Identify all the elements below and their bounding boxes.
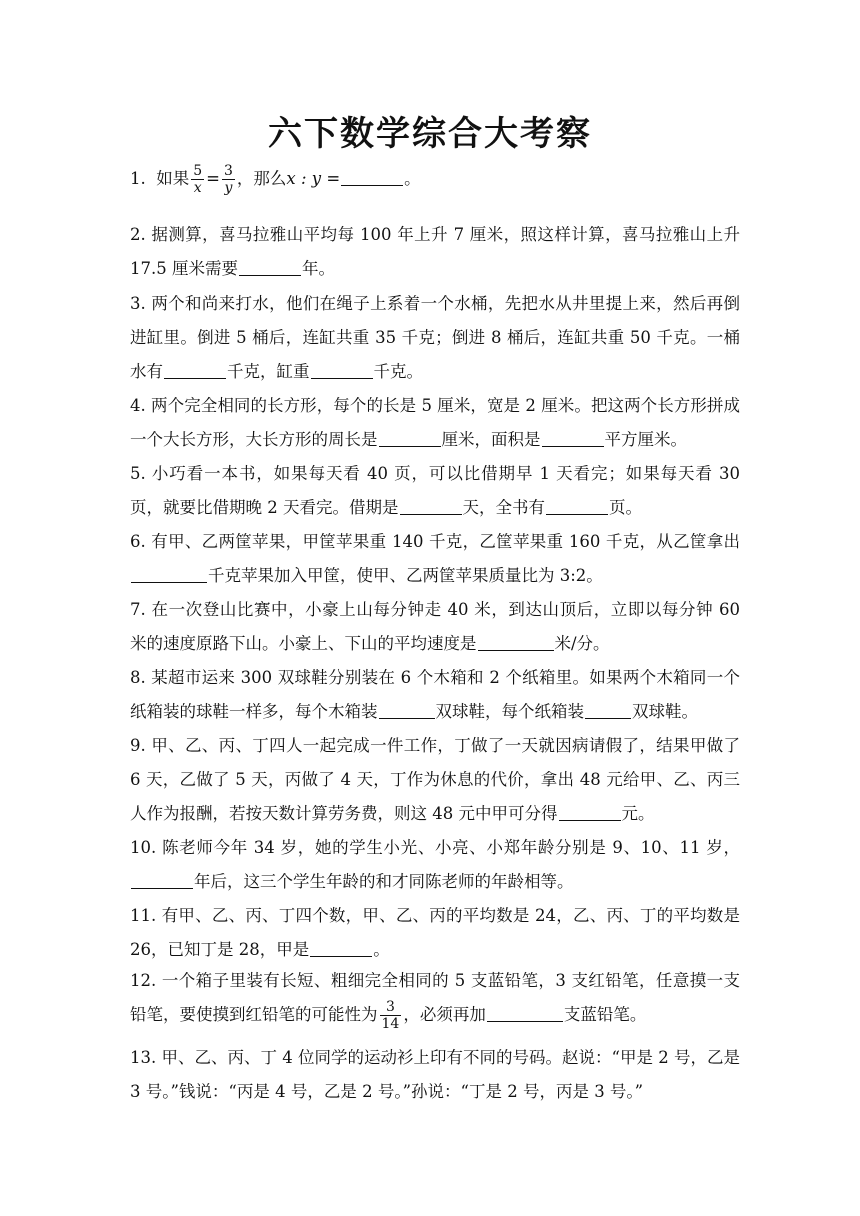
q3-answer-blank-2[interactable] [311,358,373,379]
q6-answer-blank[interactable] [131,562,207,583]
q11-answer-blank[interactable] [310,936,372,957]
q5-answer-blank-1[interactable] [400,494,462,515]
q2-text-end: 年。 [301,259,335,278]
q1-text-post: 。 [404,169,421,188]
q12-fraction-numerator: 3 [380,999,402,1016]
q7-text: 7. 在一次登山比赛中，小豪上山每分钟走 40 米，到达山顶后，立即以每分钟 60 米的速度原路下山。小豪上、下山的平均速度是 [130,600,740,653]
q1-fraction-1-numerator: 5 [193,163,203,179]
q1-fraction-2-numerator: 3 [224,163,233,179]
question-12 [130,964,740,1032]
q7-text-end: 米/分。 [554,634,610,653]
q12-answer-blank[interactable] [487,1001,563,1022]
q9-text: 9. 甲、乙、丙、丁四人一起完成一件工作，丁做了一天就因病请假了，结果甲做了 6 天，乙做了 5 天，丙做了 4 天，丁作为休息的代价，拿出 48 元给甲、乙、丙三人作为报酬，若按天数计算劳务费，则这 48 元中甲可分得 [130,736,740,823]
q1-fraction-2 [222,163,235,196]
q3-answer-blank-1[interactable] [164,358,226,379]
q12-fraction [380,999,402,1032]
q5-answer-blank-2[interactable] [546,494,608,515]
q8-text: 8. 某超市运来 300 双球鞋分别装在 6 个木箱和 2 个纸箱里。如果两个木箱同一个纸箱装的球鞋一样多，每个木箱装 [130,668,740,721]
q10-answer-blank[interactable] [131,868,193,889]
q2-answer-blank[interactable] [239,255,301,276]
q9-answer-blank[interactable] [559,800,621,821]
q2-text: 2. 据测算，喜马拉雅山平均每 100 年上升 7 厘米，照这样计算，喜马拉雅山上升 17.5 厘米需要 [130,225,740,278]
q4-answer-blank-2[interactable] [542,426,604,447]
question-9 [130,729,740,831]
q11-text-end: 。 [373,940,390,959]
q1-equals: = [206,169,220,188]
question-13 [130,1041,740,1109]
q12-text-mid: ，必须再加 [403,1005,486,1024]
q3-text-end: 千克。 [373,362,423,381]
q4-text-end: 平方厘米。 [604,430,687,449]
question-2 [130,218,740,286]
q6-text: 6. 有甲、乙两筐苹果，甲筐苹果重 140 千克，乙筐苹果重 160 千克，从乙筐拿出 [130,532,740,551]
q9-text-end: 元。 [621,804,655,823]
q1-fraction-1-denominator: x [193,180,202,196]
question-6 [130,525,740,593]
q3-text: 3. 两个和尚来打水，他们在绳子上系着一个水桶，先把水从井里提上来，然后再倒进缸里。倒进 5 桶后，连缸共重 35 千克；倒进 8 桶后，连缸共重 50 千克。一桶水有 [130,294,740,381]
q10-text: 10. 陈老师今年 34 岁，她的学生小光、小亮、小郑年龄分别是 9、10、11 岁， [130,838,740,857]
q1-text-mid: ，那么 [236,169,287,188]
question-4 [130,389,740,457]
q5-text: 5. 小巧看一本书，如果每天看 40 页，可以比借期早 1 天看完；如果每天看 30 页，就要比借期晚 2 天看完。借期是 [130,464,740,517]
q6-text-end: 千克苹果加入甲筐，使甲、乙两筐苹果质量比为 3:2。 [208,566,603,585]
q3-text-mid: 千克，缸重 [227,362,310,381]
q1-text-pre: 如果 [156,169,190,188]
question-5 [130,457,740,525]
q7-answer-blank[interactable] [478,630,554,651]
q8-text-end: 双球鞋。 [632,702,698,721]
q12-fraction-denominator: 14 [381,1016,400,1032]
q10-text-end: 年后，这三个学生年龄的和才同陈老师的年龄相等。 [194,872,574,891]
q5-text-mid: 天，全书有 [462,498,545,517]
q4-text: 4. 两个完全相同的长方形，每个的长是 5 厘米，宽是 2 厘米。把这两个长方形拼成一个大长方形，大长方形的周长是 [130,396,740,449]
q12-text-end: 支蓝铅笔。 [563,1005,647,1024]
q12-text: 12. 一个箱子里装有长短、粗细完全相同的 5 支蓝铅笔，3 支红铅笔，任意摸一支铅笔，要使摸到红铅笔的可能性为 [130,971,740,1024]
q4-answer-blank-1[interactable] [379,426,441,447]
page-title: 六下数学综合大考察 [268,114,592,154]
q13-text: 13. 甲、乙、丙、丁 4 位同学的运动衫上印有不同的号码。赵说：“甲是 2 号，乙是 3 号。”钱说：“丙是 4 号，乙是 2 号。”孙说：“丁是 2 号，丙是 3 号。” [130,1048,740,1101]
q1-answer-blank[interactable] [341,165,403,186]
question-1 [130,162,740,196]
q1-fraction-1 [191,163,204,196]
q1-ratio: x : y = [286,169,341,188]
q11-text: 11. 有甲、乙、丙、丁四个数，甲、乙、丙的平均数是 24，乙、丙、丁的平均数是 26，已知丁是 28，甲是 [130,906,740,959]
q1-fraction-2-denominator: y [224,180,233,196]
q1-number: 1. [130,169,146,188]
question-8 [130,661,740,729]
question-3 [130,287,740,389]
question-7 [130,593,740,661]
q4-text-mid: 厘米，面积是 [441,430,541,449]
question-11 [130,899,740,967]
q5-text-end: 页。 [609,498,642,517]
q8-answer-blank-2[interactable] [585,698,631,719]
question-10 [130,831,740,899]
q8-text-mid: 双球鞋，每个纸箱装 [435,702,584,721]
q8-answer-blank-1[interactable] [379,698,435,719]
